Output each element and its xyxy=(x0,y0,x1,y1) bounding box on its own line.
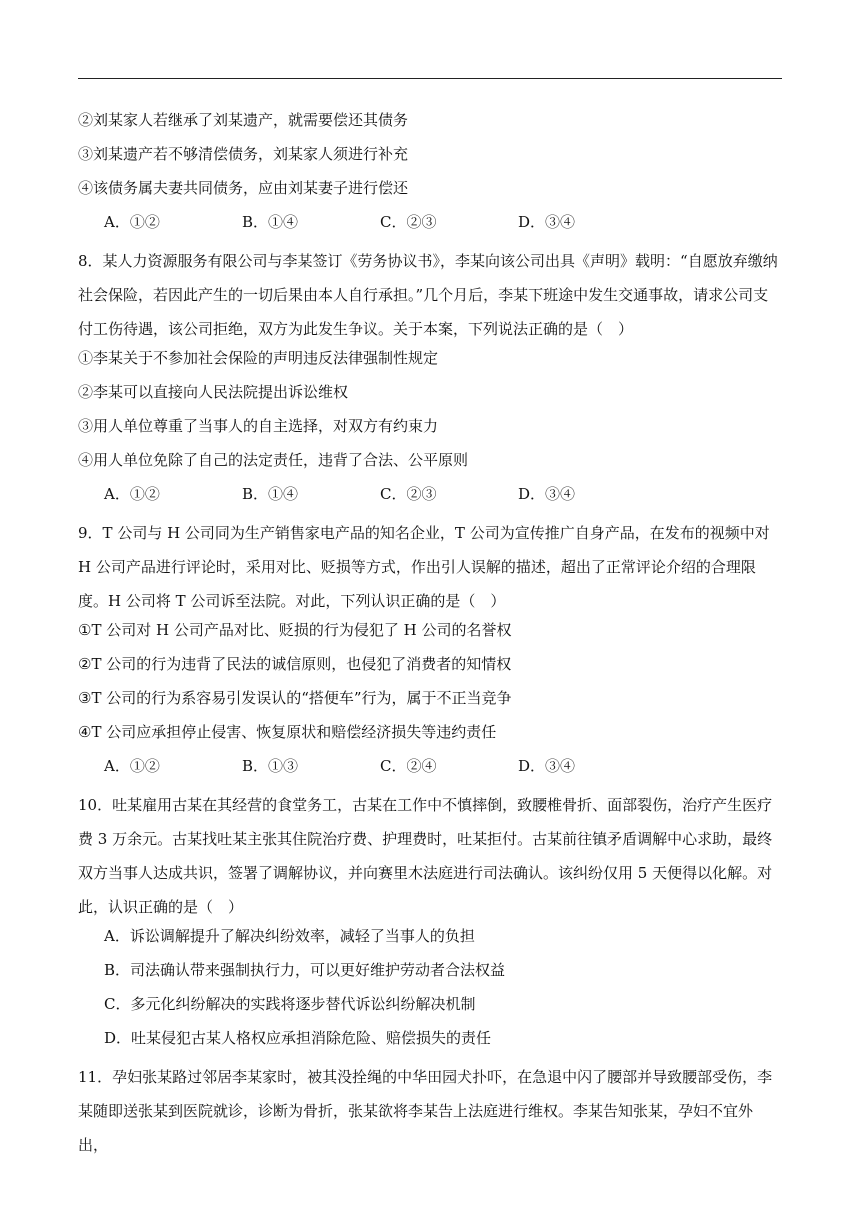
q10-option-d: D．吐某侵犯古某人格权应承担消除危险、赔偿损失的责任 xyxy=(104,1029,492,1047)
q8-item-3: ③用人单位尊重了当事人的自主选择，对双方有约束力 xyxy=(78,417,439,435)
q7-item-2: ②刘某家人若继承了刘某遗产，就需要偿还其债务 xyxy=(78,111,409,129)
q7-item-3: ③刘某遗产若不够清偿债务，刘某家人须进行补充 xyxy=(78,145,409,163)
question-10 xyxy=(78,788,782,1060)
q7-option-d: D．③④ xyxy=(518,213,576,231)
q7-option-a: A．①② xyxy=(104,213,160,231)
q8-options xyxy=(78,482,782,516)
q7-item-4: ④该债务属夫妻共同债务，应由刘某妻子进行偿还 xyxy=(78,179,409,197)
q8-option-c: C．②③ xyxy=(380,485,437,503)
q9-option-d: D．③④ xyxy=(518,757,576,775)
q10-stem: 10．吐某雇用古某在其经营的食堂务工，古某在工作中不慎摔倒，致腰椎骨折、面部裂伤，治疗产生医疗费 3 万余元。古某找吐某主张其住院治疗费、护理费时，吐某拒付。古某前往镇矛盾调解中心求助，最终双方当事人达成共识，签署了调解协议，并向赛里木法庭进行司法确认。该纠纷仅用 5 天便得以化解。对此，认识正确的是（ ） xyxy=(78,796,773,916)
q11-stem: 11．孕妇张某路过邻居李某家时，被其没拴绳的中华田园犬扑吓，在急退中闪了腰部并导致腰部受伤，李某随即送张某到医院就诊，诊断为骨折，张某欲将李某告上法庭进行维权。李某告知张某，孕妇不宜外出， xyxy=(78,1068,773,1154)
q9-options xyxy=(78,754,782,788)
q10-option-c: C．多元化纠纷解决的实践将逐步替代诉讼纠纷解决机制 xyxy=(104,995,476,1013)
q9-item-2: ②T 公司的行为违背了民法的诚信原则，也侵犯了消费者的知情权 xyxy=(78,655,512,673)
q7-option-b: B．①④ xyxy=(242,213,299,231)
q8-item-4: ④用人单位免除了自己的法定责任，违背了合法、公平原则 xyxy=(78,451,469,469)
q8-option-d: D．③④ xyxy=(518,485,576,503)
q8-item-1: ①李某关于不参加社会保险的声明违反法律强制性规定 xyxy=(78,349,439,367)
q10-option-b: B．司法确认带来强制执行力，可以更好维护劳动者合法权益 xyxy=(104,961,506,979)
q7-option-c: C．②③ xyxy=(380,213,437,231)
q9-item-1: ①T 公司对 H 公司产品对比、贬损的行为侵犯了 H 公司的名誉权 xyxy=(78,621,512,639)
q9-option-a: A．①② xyxy=(104,757,160,775)
question-8 xyxy=(78,244,782,516)
question-9 xyxy=(78,516,782,788)
header-rule xyxy=(78,78,782,79)
q9-item-3: ③T 公司的行为系容易引发误认的“搭便车”行为，属于不正当竞争 xyxy=(78,689,512,707)
q7-options xyxy=(78,210,782,244)
page-content xyxy=(78,108,782,1162)
q10-option-a: A．诉讼调解提升了解决纠纷效率，减轻了当事人的负担 xyxy=(104,927,475,945)
q8-stem: 8．某人力资源服务有限公司与李某签订《劳务协议书》，李某向该公司出具《声明》载明：“自愿放弃缴纳社会保险，若因此产生的一切后果由本人自行承担。”几个月后，李某下班途中发生交通事故，请求公司支付工伤待遇，该公司拒绝，双方为此发生争议。关于本案，下列说法正确的是（ ） xyxy=(78,252,778,338)
question-7-continued xyxy=(78,108,782,244)
q9-option-c: C．②④ xyxy=(380,757,437,775)
q8-option-a: A．①② xyxy=(104,485,160,503)
q9-option-b: B．①③ xyxy=(242,757,299,775)
q8-item-2: ②李某可以直接向人民法院提出诉讼维权 xyxy=(78,383,349,401)
q9-item-4: ④T 公司应承担停止侵害、恢复原状和赔偿经济损失等违约责任 xyxy=(78,723,497,741)
q9-stem: 9．T 公司与 H 公司同为生产销售家电产品的知名企业，T 公司为宣传推广自身产品，在发布的视频中对 H 公司产品进行评论时，采用对比、贬损等方式，作出引人误解的描述，超出了正常评论介绍的合理限度。H 公司将 T 公司诉至法院。对此，下列认识正确的是（ ） xyxy=(78,524,770,610)
q8-option-b: B．①④ xyxy=(242,485,299,503)
question-11 xyxy=(78,1060,782,1162)
